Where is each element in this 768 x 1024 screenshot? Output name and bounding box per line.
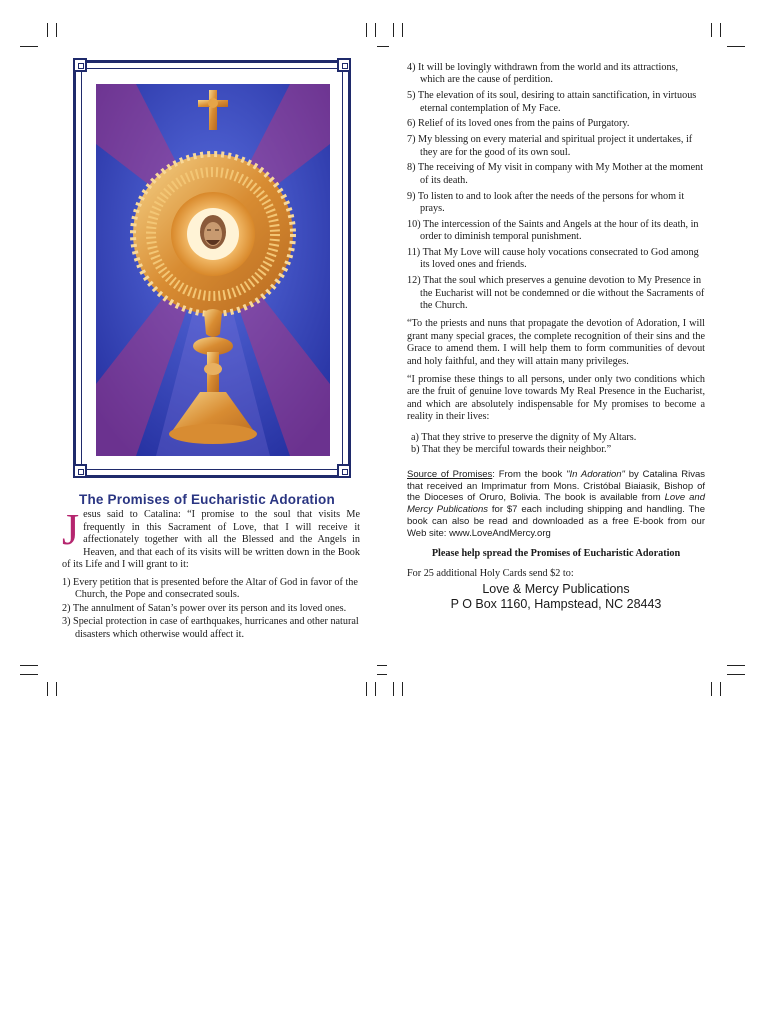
list-item: 12) That the soul which preserves a genuine devotion to My Presence in the Eucharist will not be condemned or die without the Sacraments of the Church. <box>407 275 705 312</box>
list-item: 10) The intercession of the Saints and Angels at the hour of its death, in order to diminish temporal punishment. <box>407 218 699 243</box>
crop-mark <box>727 674 745 675</box>
frame-corner <box>337 58 351 72</box>
book-title: "In Adoration" <box>566 468 625 480</box>
source-label: Source of Promises <box>407 468 493 480</box>
address-line-1: Love & Mercy Publications <box>482 581 630 596</box>
priests-paragraph: “To the priests and nuns that propagate the devotion of Adoration, I will grant many special graces, the complete recognition of their sins and the Grace to amend them. I will help them to form communities of devout and holy faithful, and they will attain many privileges. <box>407 318 705 367</box>
address-line-2: P O Box 1160, Hampstead, NC 28443 <box>450 596 662 611</box>
crop-mark <box>47 23 48 37</box>
right-column <box>407 62 705 612</box>
crop-mark <box>375 23 376 37</box>
crop-mark <box>377 674 387 675</box>
conditions-list <box>407 432 705 457</box>
crop-mark <box>720 23 721 37</box>
source-text: for $7 each including shipping and handling. The book can also be read and downloaded as a free E-book from our Web site: www.LoveAndMercy.org <box>407 504 705 539</box>
frame-corner <box>337 464 351 478</box>
list-item: 8) The receiving of My visit in company with My Mother at the moment of its death. <box>407 162 704 186</box>
list-item: 1) Every petition that is presented before the Altar of God in favor of the Church, the Pope and consecrated souls. <box>62 577 358 601</box>
crop-mark <box>375 682 376 696</box>
crop-mark <box>366 23 367 37</box>
address-block <box>407 582 705 612</box>
crop-mark <box>20 665 38 666</box>
crop-mark <box>720 682 721 696</box>
frame-corner <box>73 58 87 72</box>
crop-mark <box>711 682 712 696</box>
monstrance-image <box>96 84 330 456</box>
list-item: 4) It will be lovingly withdrawn from the world and its attractions, which are the cause of perdition. <box>407 62 679 86</box>
cards-line: For 25 additional Holy Cards send $2 to: <box>407 567 574 579</box>
crop-mark <box>402 23 403 37</box>
source-text: by Catalina Rivas that received an Imprimatur from Mons. Cristóbal Biaiasik, Bishop of the Dioceses of Oruro, Bolivia. The book is available from <box>407 468 706 504</box>
crop-mark <box>727 46 745 47</box>
list-item: 7) My blessing on every material and spiritual project it undertakes, if they are for the good of its own soul. <box>407 134 693 158</box>
intro-text: esus said to Catalina: “I promise to the soul that visits Me frequently in this Sacrament of Love, that I will receive it affectionately together with all the Blessed and the Angels in Heaven, and that each of its visits will be written down in the Book of its Life and I will grant to it: <box>62 509 360 571</box>
crop-mark <box>56 23 57 37</box>
crop-mark <box>20 674 38 675</box>
list-item: b) That they be merciful towards their neighbor.” <box>411 444 612 456</box>
promises-list-right <box>407 62 705 312</box>
crop-mark <box>393 23 394 37</box>
list-item: 2) The annulment of Satan’s power over its person and its loved ones. <box>62 602 347 614</box>
source-paragraph <box>407 469 705 540</box>
crop-mark <box>711 23 712 37</box>
intro-paragraph <box>62 505 360 572</box>
crop-mark <box>20 46 38 47</box>
source-text: : From the book <box>492 468 567 480</box>
list-item: 11) That My Love will cause holy vocations consecrated to God among its loved ones and friends. <box>407 247 699 271</box>
list-item: 3) Special protection in case of earthquakes, hurricanes and other natural disasters which otherwise would affect it. <box>62 616 359 640</box>
help-line: Please help spread the Promises of Eucharistic Adoration <box>431 547 681 559</box>
list-item: 9) To listen to and to look after the needs of the persons for whom it prays. <box>407 190 685 215</box>
crop-mark <box>377 46 389 47</box>
crop-mark <box>366 682 367 696</box>
publisher-name: Love and Mercy Publications <box>407 492 705 516</box>
list-item: 5) The elevation of its soul, desiring to attain sanctification, in virtuous eternal contemplation of My Face. <box>407 90 697 114</box>
page-title: The Promises of Eucharistic Adoration <box>79 492 335 507</box>
list-item: a) That they strive to preserve the dignity of My Altars. <box>411 431 637 443</box>
drop-cap: J <box>62 505 80 554</box>
crop-mark <box>727 665 745 666</box>
crop-mark <box>402 682 403 696</box>
frame-corner <box>73 464 87 478</box>
promises-list-left <box>62 577 362 642</box>
conditions-paragraph: “I promise these things to all persons, under only two conditions which are the fruit of genuine love towards My Real Presence in the Eucharist, and which are absolutely indispensable for My promises to become a reality in their lives: <box>407 374 705 423</box>
crop-mark <box>377 665 387 666</box>
crop-mark <box>56 682 57 696</box>
list-item: 6) Relief of its loved ones from the pains of Purgatory. <box>407 118 630 130</box>
crop-mark <box>47 682 48 696</box>
crop-mark <box>393 682 394 696</box>
